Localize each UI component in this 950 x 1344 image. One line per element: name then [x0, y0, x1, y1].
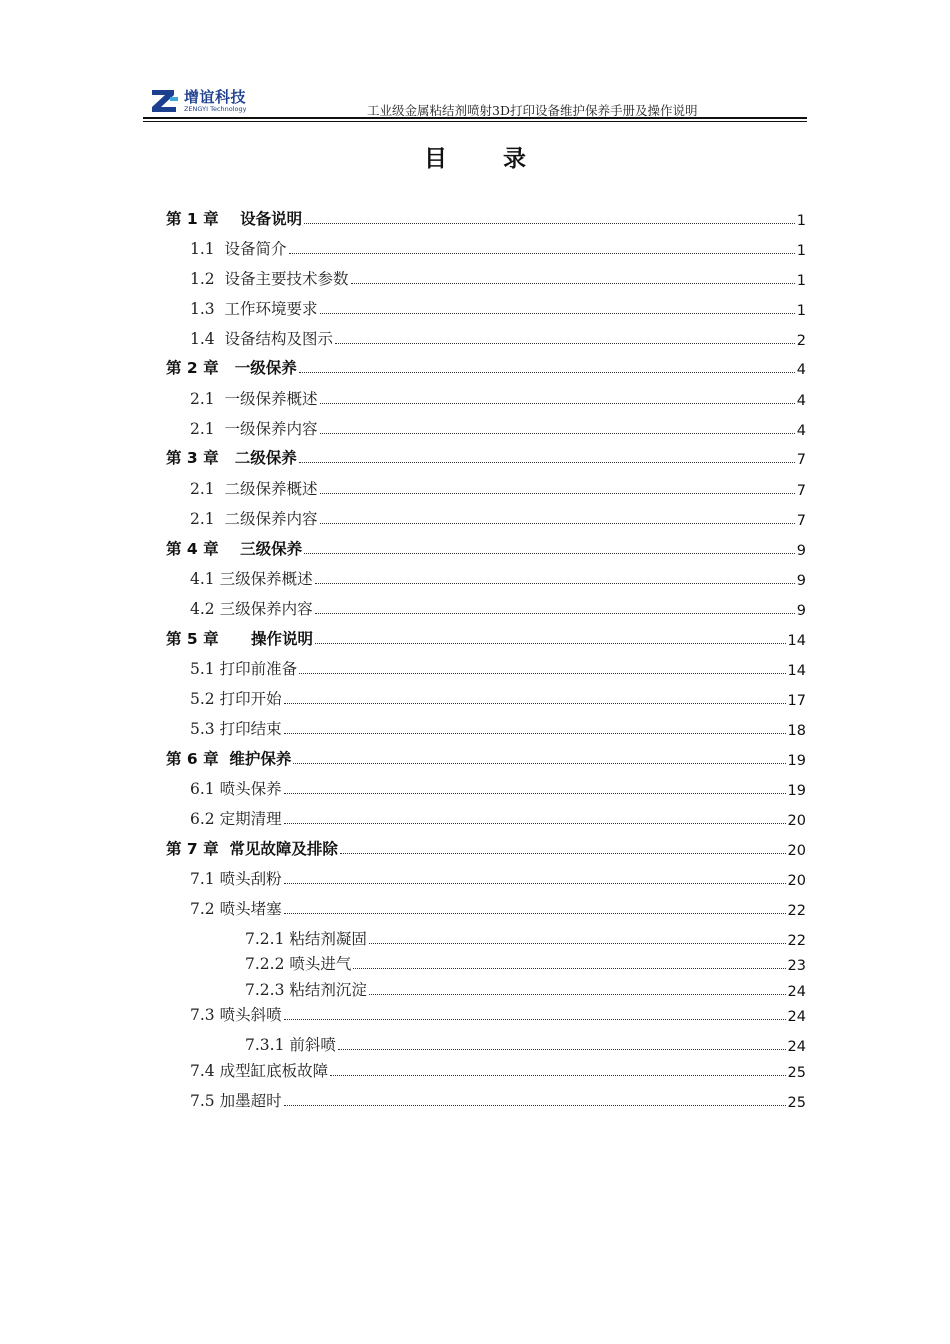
- toc-section-1-2[interactable]: [190, 267, 806, 289]
- toc-section-1-1[interactable]: [190, 237, 806, 259]
- logo-subtitle: ZENGYI Technology: [184, 105, 247, 113]
- dot-leader: [320, 403, 795, 404]
- dot-leader: [320, 523, 795, 524]
- toc-page-number: 1: [796, 213, 806, 229]
- toc-section-7-5[interactable]: [190, 1089, 806, 1111]
- toc-subsection-7-3-1[interactable]: [245, 1033, 806, 1055]
- dot-leader: [369, 943, 786, 944]
- toc-chapter-1[interactable]: [166, 207, 806, 229]
- toc-title: 目 录: [423, 146, 550, 172]
- toc-label: 7.2.2 喷头进气: [245, 955, 352, 973]
- toc-label: 第 4 章 三级保养: [166, 540, 303, 558]
- dot-leader: [304, 223, 795, 224]
- toc-page-number: 19: [787, 783, 806, 799]
- dot-leader: [320, 493, 795, 494]
- dot-leader: [289, 253, 795, 254]
- dot-leader: [284, 703, 786, 704]
- toc-label: 7.5 加墨超时: [190, 1092, 282, 1110]
- toc-page-number: 1: [796, 243, 806, 259]
- toc-chapter-3[interactable]: [166, 446, 806, 468]
- toc-section-4-2[interactable]: [190, 597, 806, 619]
- toc-label: 4.1 三级保养概述: [190, 570, 313, 588]
- dot-leader: [304, 553, 795, 554]
- toc-label: 2.1 一级保养内容: [190, 420, 318, 438]
- toc-page-number: 9: [796, 603, 806, 619]
- toc-section-2-2[interactable]: [190, 417, 806, 439]
- toc-label: 5.1 打印前准备: [190, 660, 298, 678]
- header-rule-thin: [143, 121, 807, 122]
- toc-page-number: 4: [796, 423, 806, 439]
- toc-page-number: 24: [787, 1009, 806, 1025]
- logo-name: 增谊科技: [184, 88, 247, 106]
- toc-page-number: 22: [787, 933, 806, 949]
- dot-leader: [315, 643, 786, 644]
- toc-section-7-2[interactable]: [190, 897, 806, 919]
- toc-section-6-2[interactable]: [190, 807, 806, 829]
- dot-leader: [353, 968, 785, 969]
- dot-leader: [351, 283, 795, 284]
- toc-page-number: 24: [787, 1039, 806, 1055]
- toc-page-number: 7: [796, 483, 806, 499]
- toc-label: 1.1 设备简介: [190, 240, 287, 258]
- toc-page-number: 9: [796, 543, 806, 559]
- toc-page-number: 4: [796, 393, 806, 409]
- dot-leader: [299, 673, 785, 674]
- toc-label: 5.2 打印开始: [190, 690, 282, 708]
- dot-leader: [330, 1075, 785, 1076]
- dot-leader: [338, 1049, 786, 1050]
- dot-leader: [299, 462, 795, 463]
- toc-chapter-5[interactable]: [166, 627, 806, 649]
- toc-page-number: 1: [796, 273, 806, 289]
- toc-page-number: 24: [787, 984, 806, 1000]
- toc-subsection-7-2-3[interactable]: [245, 978, 806, 1000]
- toc-label: 7.4 成型缸底板故障: [190, 1062, 329, 1080]
- toc-page-number: 17: [787, 693, 806, 709]
- dot-leader: [340, 853, 786, 854]
- dot-leader: [284, 883, 786, 884]
- toc-section-7-1[interactable]: [190, 867, 806, 889]
- dot-leader: [320, 313, 795, 314]
- toc-page-number: 23: [787, 958, 806, 974]
- toc-label: 2.1 二级保养内容: [190, 510, 318, 528]
- toc-section-3-2[interactable]: [190, 507, 806, 529]
- dot-leader: [284, 823, 786, 824]
- toc-section-7-4[interactable]: [190, 1059, 806, 1081]
- toc-page-number: 14: [787, 663, 806, 679]
- toc-label: 第 1 章 设备说明: [166, 210, 303, 228]
- toc-page-number: 7: [796, 452, 806, 468]
- zengyi-z-logo-icon: [150, 88, 180, 114]
- toc-section-3-1[interactable]: [190, 477, 806, 499]
- toc-label: 第 2 章 一级保养: [166, 359, 297, 377]
- toc-section-5-1[interactable]: [190, 657, 806, 679]
- toc-section-4-1[interactable]: [190, 567, 806, 589]
- toc-page-number: 14: [787, 633, 806, 649]
- dot-leader: [315, 583, 795, 584]
- toc-section-1-3[interactable]: [190, 297, 806, 319]
- toc-subsection-7-2-1[interactable]: [245, 927, 806, 949]
- dot-leader: [335, 343, 795, 344]
- toc-section-2-1[interactable]: [190, 387, 806, 409]
- toc-label: 7.3.1 前斜喷: [245, 1036, 336, 1054]
- toc-chapter-7[interactable]: [166, 837, 806, 859]
- toc-page-number: 22: [787, 903, 806, 919]
- toc-label: 6.2 定期清理: [190, 810, 282, 828]
- toc-chapter-4[interactable]: [166, 537, 806, 559]
- dot-leader: [320, 433, 795, 434]
- toc-label: 6.1 喷头保养: [190, 780, 282, 798]
- toc-chapter-6[interactable]: [166, 747, 806, 769]
- toc-label: 7.2.1 粘结剂凝固: [245, 930, 367, 948]
- toc-label: 第 6 章 维护保养: [166, 750, 292, 768]
- dot-leader: [293, 763, 785, 764]
- toc-page-number: 20: [787, 813, 806, 829]
- toc-chapter-2[interactable]: [166, 356, 806, 378]
- toc-page-number: 20: [787, 873, 806, 889]
- toc-page-number: 20: [787, 843, 806, 859]
- toc-subsection-7-2-2[interactable]: [245, 952, 806, 974]
- toc-page-number: 25: [787, 1065, 806, 1081]
- toc-label: 4.2 三级保养内容: [190, 600, 313, 618]
- toc-label: 7.3 喷头斜喷: [190, 1006, 282, 1024]
- toc-label: 7.1 喷头刮粉: [190, 870, 282, 888]
- toc-section-6-1[interactable]: [190, 777, 806, 799]
- toc-label: 1.4 设备结构及图示: [190, 330, 334, 348]
- toc-label: 第 7 章 常见故障及排除: [166, 840, 338, 858]
- toc-section-5-2[interactable]: [190, 687, 806, 709]
- toc-page-number: 1: [796, 303, 806, 319]
- dot-leader: [284, 1019, 786, 1020]
- toc-label: 第 5 章 操作说明: [166, 630, 313, 648]
- toc-section-5-3[interactable]: [190, 717, 806, 739]
- toc-section-7-3[interactable]: [190, 1003, 806, 1025]
- toc-label: 2.1 二级保养概述: [190, 480, 318, 498]
- toc-page-number: 18: [787, 723, 806, 739]
- toc-page-number: 2: [796, 333, 806, 349]
- toc-page-number: 25: [787, 1095, 806, 1111]
- dot-leader: [299, 372, 795, 373]
- toc-label: 7.2 喷头堵塞: [190, 900, 282, 918]
- toc-label: 1.3 工作环境要求: [190, 300, 318, 318]
- toc-label: 1.2 设备主要技术参数: [190, 270, 349, 288]
- toc-page-number: 9: [796, 573, 806, 589]
- toc-label: 5.3 打印结束: [190, 720, 282, 738]
- toc-label: 第 3 章 二级保养: [166, 449, 297, 467]
- dot-leader: [315, 613, 795, 614]
- toc-label: 7.2.3 粘结剂沉淀: [245, 981, 367, 999]
- dot-leader: [284, 733, 786, 734]
- company-logo: [150, 86, 290, 116]
- toc-section-1-4[interactable]: [190, 327, 806, 349]
- dot-leader: [369, 994, 786, 995]
- toc-page-number: 4: [796, 362, 806, 378]
- toc-page-number: 7: [796, 513, 806, 529]
- dot-leader: [284, 913, 786, 914]
- toc-label: 2.1 一级保养概述: [190, 390, 318, 408]
- toc-page-number: 19: [787, 753, 806, 769]
- header-rule-thick: [143, 117, 807, 119]
- dot-leader: [284, 793, 786, 794]
- dot-leader: [284, 1105, 786, 1106]
- document-header-title: 工业级金属粘结剂喷射3D打印设备维护保养手册及操作说明: [367, 103, 698, 118]
